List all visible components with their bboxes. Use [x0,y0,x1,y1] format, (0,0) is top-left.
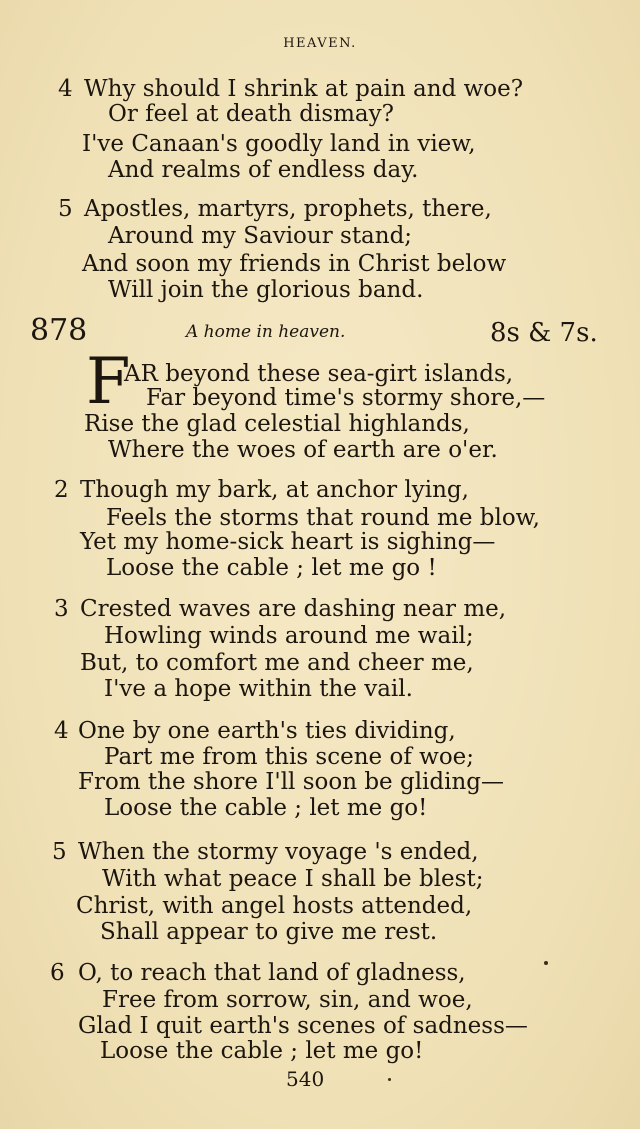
drop-cap: F [86,345,131,419]
verse-line: Howling winds around me wail; [104,623,474,649]
verse-number: 4 [58,76,73,102]
verse-line: AR beyond these sea-girt islands, [124,361,514,387]
verse-line: From the shore I'll soon be gliding— [78,769,505,795]
verse-line: But, to comfort me and cheer me, [80,650,474,676]
running-head: HEAVEN. [283,36,357,51]
hymn-number: 878 [30,313,88,348]
verse-line: Glad I quit earth's scenes of sadness— [78,1013,528,1039]
verse-line: Around my Saviour stand; [108,223,413,249]
verse-line: One by one earth's ties dividing, [78,718,456,744]
verse-line: When the stormy voyage 's ended, [78,839,479,865]
verse-line: Shall appear to give me rest. [100,919,438,945]
verse-line: Feels the storms that round me blow, [106,505,540,531]
verse-line: I've a hope within the vail. [104,676,413,702]
verse-number: 5 [58,196,73,222]
verse-line: With what peace I shall be blest; [102,866,484,892]
verse-number: 2 [54,477,69,503]
verse-line: Free from sorrow, sin, and woe, [102,987,473,1013]
verse-number: 6 [50,960,65,986]
verse-line: Loose the cable ; let me go ! [106,555,437,581]
verse-number: 3 [54,596,69,622]
verse-line: And realms of endless day. [108,157,419,183]
verse-line: Though my bark, at anchor lying, [80,477,469,503]
verse-line: And soon my friends in Christ below [82,251,507,277]
verse-line: I've Canaan's goodly land in view, [82,131,476,157]
ink-speck [388,1078,391,1081]
page-number: 540 [286,1067,325,1091]
verse-line: Far beyond time's stormy shore,— [146,385,546,411]
verse-line: Yet my home-sick heart is sighing— [80,529,496,555]
verse-line: Why should I shrink at pain and woe? [84,76,524,102]
verse-line: Apostles, martyrs, prophets, there, [84,196,492,222]
verse-line: Where the woes of earth are o'er. [108,437,498,463]
verse-line: Rise the glad celestial highlands, [84,411,470,437]
verse-line: Crested waves are dashing near me, [80,596,507,622]
hymn-meter: 8s & 7s. [490,318,598,348]
ink-speck [544,961,548,965]
verse-line: O, to reach that land of gladness, [78,960,466,986]
verse-line: Christ, with angel hosts attended, [76,893,473,919]
verse-line: Will join the glorious band. [108,277,424,303]
verse-line: Part me from this scene of woe; [104,744,475,770]
verse-line: Or feel at death dismay? [108,101,394,127]
verse-number: 5 [52,839,67,865]
hymn-title: A home in heaven. [186,322,346,342]
verse-number: 4 [54,718,69,744]
verse-line: Loose the cable ; let me go! [100,1038,424,1064]
verse-line: Loose the cable ; let me go! [104,795,428,821]
